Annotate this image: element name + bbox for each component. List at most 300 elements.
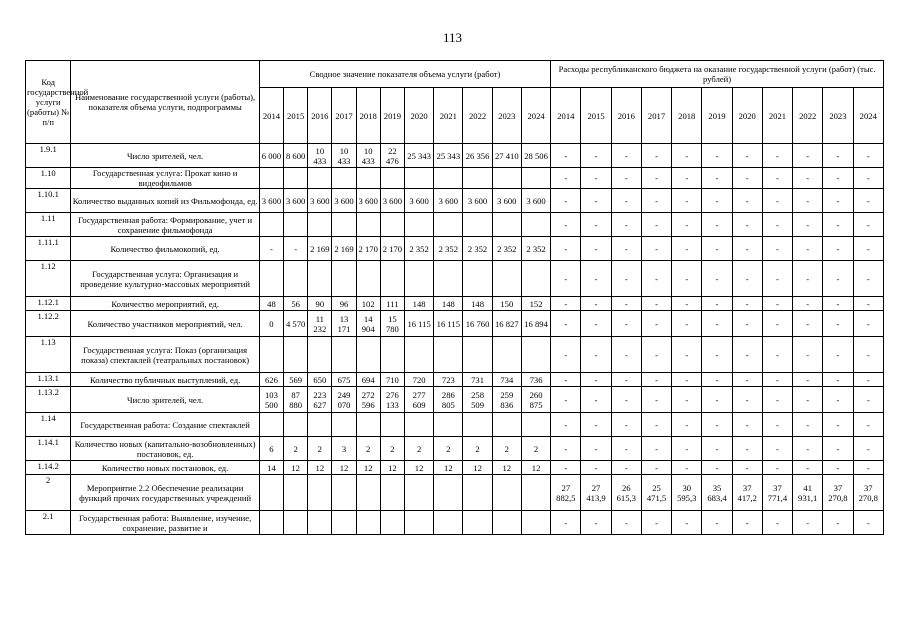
expense-value-cell: - — [672, 297, 702, 311]
expense-value-cell: - — [641, 189, 671, 213]
expense-value-cell: - — [793, 413, 823, 437]
volume-value-cell — [356, 213, 380, 237]
volume-value-cell — [380, 475, 404, 511]
expense-value-cell: - — [762, 213, 792, 237]
volume-value-cell — [380, 213, 404, 237]
table-row — [26, 189, 884, 213]
volume-value-cell — [521, 168, 550, 189]
volume-value-cell: 16 827 — [492, 311, 521, 337]
expense-value-cell: - — [611, 437, 641, 461]
expense-value-cell: - — [823, 297, 853, 311]
expense-value-cell: - — [581, 168, 611, 189]
expense-value-cell: - — [853, 337, 883, 373]
volume-value-cell — [404, 511, 433, 535]
expense-value-cell: - — [823, 387, 853, 413]
volume-value-cell: 22 476 — [380, 144, 404, 168]
volume-value-cell — [356, 261, 380, 297]
expense-value-cell: - — [702, 413, 732, 437]
volume-value-cell: 12 — [492, 461, 521, 475]
expense-value-cell: - — [672, 311, 702, 337]
expense-value-cell: - — [641, 461, 671, 475]
expense-value-cell: - — [702, 189, 732, 213]
row-code: 1.9.1 — [26, 144, 71, 168]
volume-value-cell: 148 — [404, 297, 433, 311]
volume-value-cell — [404, 213, 433, 237]
expense-value-cell: - — [853, 387, 883, 413]
volume-value-cell: 12 — [463, 461, 492, 475]
volume-value-cell: 3 600 — [463, 189, 492, 213]
expense-value-cell: 41 931,1 — [793, 475, 823, 511]
expense-value-cell: - — [641, 213, 671, 237]
volume-value-cell — [380, 261, 404, 297]
expense-value-cell: - — [581, 237, 611, 261]
volume-value-cell — [308, 168, 332, 189]
expense-year-header: 2020 — [732, 88, 762, 144]
expense-value-cell: - — [581, 144, 611, 168]
volume-year-header: 2014 — [259, 88, 283, 144]
expense-value-cell: - — [551, 213, 581, 237]
row-name: Государственная работа: Выявление, изучение, сохранение, развитие и — [71, 511, 260, 535]
volume-value-cell — [404, 475, 433, 511]
volume-value-cell: 12 — [404, 461, 433, 475]
expense-value-cell: - — [611, 413, 641, 437]
expense-value-cell: - — [793, 387, 823, 413]
volume-value-cell — [332, 475, 356, 511]
expense-value-cell: - — [793, 189, 823, 213]
expense-value-cell: - — [823, 168, 853, 189]
expense-value-cell: - — [581, 387, 611, 413]
volume-value-cell: 3 600 — [259, 189, 283, 213]
row-name: Количество новых постановок, ед. — [71, 461, 260, 475]
row-name: Количество мероприятий, ед. — [71, 297, 260, 311]
expense-value-cell: - — [793, 511, 823, 535]
volume-year-header: 2018 — [356, 88, 380, 144]
volume-value-cell — [404, 337, 433, 373]
expense-value-cell: - — [611, 461, 641, 475]
volume-value-cell: 152 — [521, 297, 550, 311]
volume-value-cell: 14 — [259, 461, 283, 475]
table-row — [26, 237, 884, 261]
expense-value-cell: - — [732, 413, 762, 437]
expense-value-cell: - — [641, 144, 671, 168]
expense-value-cell: - — [551, 413, 581, 437]
expense-value-cell: - — [823, 413, 853, 437]
row-code: 1.12.2 — [26, 311, 71, 337]
volume-value-cell — [259, 337, 283, 373]
expense-value-cell: - — [551, 237, 581, 261]
expense-value-cell: - — [581, 261, 611, 297]
expense-value-cell: 37 417,2 — [732, 475, 762, 511]
volume-group-header: Сводное значение показателя объема услуги (работ) — [259, 61, 550, 88]
table-row — [26, 461, 884, 475]
volume-value-cell — [380, 337, 404, 373]
expense-value-cell: - — [793, 261, 823, 297]
expense-value-cell: - — [853, 168, 883, 189]
volume-value-cell: 2 169 — [308, 237, 332, 261]
volume-value-cell — [259, 168, 283, 189]
volume-value-cell — [332, 337, 356, 373]
expense-value-cell: - — [581, 437, 611, 461]
expense-value-cell: - — [793, 168, 823, 189]
volume-value-cell: 16 115 — [434, 311, 463, 337]
expense-value-cell: - — [581, 337, 611, 373]
expense-value-cell: - — [732, 387, 762, 413]
volume-value-cell: 11 232 — [308, 311, 332, 337]
expense-value-cell: - — [853, 461, 883, 475]
volume-value-cell: 2 352 — [521, 237, 550, 261]
volume-value-cell — [463, 168, 492, 189]
expense-value-cell: - — [823, 437, 853, 461]
volume-value-cell — [332, 413, 356, 437]
volume-value-cell — [284, 475, 308, 511]
expense-value-cell: - — [551, 337, 581, 373]
expense-value-cell: - — [853, 189, 883, 213]
expense-value-cell: - — [672, 189, 702, 213]
volume-value-cell: 569 — [284, 373, 308, 387]
expense-value-cell: - — [823, 311, 853, 337]
volume-value-cell: 736 — [521, 373, 550, 387]
expense-value-cell: - — [793, 311, 823, 337]
volume-year-header: 2016 — [308, 88, 332, 144]
volume-value-cell — [434, 337, 463, 373]
volume-value-cell: 6 — [259, 437, 283, 461]
expense-value-cell: - — [581, 461, 611, 475]
volume-value-cell — [492, 413, 521, 437]
volume-value-cell: 675 — [332, 373, 356, 387]
expense-value-cell: - — [853, 144, 883, 168]
expense-year-header: 2015 — [581, 88, 611, 144]
expense-value-cell: - — [732, 437, 762, 461]
volume-value-cell: 102 — [356, 297, 380, 311]
expense-year-header: 2022 — [793, 88, 823, 144]
volume-value-cell: 710 — [380, 373, 404, 387]
expense-value-cell: - — [551, 144, 581, 168]
expense-value-cell: - — [551, 297, 581, 311]
expense-value-cell: - — [672, 144, 702, 168]
volume-value-cell: 223 627 — [308, 387, 332, 413]
volume-value-cell — [356, 168, 380, 189]
expense-value-cell: - — [672, 437, 702, 461]
volume-value-cell — [380, 413, 404, 437]
row-name: Число зрителей, чел. — [71, 144, 260, 168]
expense-value-cell: 26 615,3 — [611, 475, 641, 511]
expense-value-cell: - — [581, 413, 611, 437]
expense-value-cell: - — [672, 213, 702, 237]
expense-value-cell: - — [551, 189, 581, 213]
expense-value-cell: - — [551, 387, 581, 413]
volume-value-cell: 2 352 — [434, 237, 463, 261]
row-code: 1.12 — [26, 261, 71, 297]
volume-value-cell — [404, 413, 433, 437]
expense-value-cell: - — [581, 297, 611, 311]
table-row — [26, 387, 884, 413]
volume-value-cell: 2 352 — [404, 237, 433, 261]
volume-value-cell — [259, 213, 283, 237]
volume-value-cell: 2 — [380, 437, 404, 461]
volume-value-cell: 694 — [356, 373, 380, 387]
volume-value-cell: 87 880 — [284, 387, 308, 413]
volume-year-header: 2024 — [521, 88, 550, 144]
row-code: 1.11.1 — [26, 237, 71, 261]
expense-value-cell: - — [853, 297, 883, 311]
expense-value-cell: - — [853, 413, 883, 437]
expense-value-cell: - — [672, 413, 702, 437]
volume-value-cell: 3 — [332, 437, 356, 461]
volume-value-cell: 12 — [380, 461, 404, 475]
expense-value-cell: - — [793, 213, 823, 237]
expense-value-cell: - — [702, 144, 732, 168]
row-code: 1.11 — [26, 213, 71, 237]
volume-value-cell — [434, 511, 463, 535]
volume-value-cell: 16 115 — [404, 311, 433, 337]
expense-value-cell: - — [732, 311, 762, 337]
volume-value-cell: 2 — [284, 437, 308, 461]
expense-value-cell: - — [823, 237, 853, 261]
expense-value-cell: - — [641, 261, 671, 297]
expense-value-cell: - — [581, 511, 611, 535]
expense-value-cell: - — [551, 511, 581, 535]
volume-value-cell — [332, 511, 356, 535]
volume-value-cell — [434, 168, 463, 189]
row-code: 1.10 — [26, 168, 71, 189]
volume-value-cell: 12 — [434, 461, 463, 475]
row-name: Количество участников мероприятий, чел. — [71, 311, 260, 337]
table-row — [26, 311, 884, 337]
volume-value-cell — [332, 261, 356, 297]
expense-value-cell: - — [853, 213, 883, 237]
expense-value-cell: - — [702, 387, 732, 413]
volume-value-cell — [380, 168, 404, 189]
volume-value-cell — [434, 475, 463, 511]
volume-value-cell: 3 600 — [332, 189, 356, 213]
volume-value-cell: 2 — [434, 437, 463, 461]
expense-value-cell: - — [793, 461, 823, 475]
volume-value-cell — [492, 213, 521, 237]
expense-value-cell: - — [702, 297, 732, 311]
volume-value-cell: 16 894 — [521, 311, 550, 337]
expense-value-cell: 37 771,4 — [762, 475, 792, 511]
volume-value-cell — [259, 261, 283, 297]
expense-year-header: 2023 — [823, 88, 853, 144]
expense-value-cell: - — [581, 311, 611, 337]
volume-value-cell: 90 — [308, 297, 332, 311]
volume-value-cell: 6 000 — [259, 144, 283, 168]
volume-value-cell: 26 356 — [463, 144, 492, 168]
volume-value-cell: 2 — [521, 437, 550, 461]
expense-value-cell: - — [702, 511, 732, 535]
volume-value-cell: 4 570 — [284, 311, 308, 337]
volume-value-cell: 626 — [259, 373, 283, 387]
expense-year-header: 2021 — [762, 88, 792, 144]
expense-value-cell: - — [823, 144, 853, 168]
volume-value-cell: 260 875 — [521, 387, 550, 413]
volume-value-cell: 111 — [380, 297, 404, 311]
expense-value-cell: - — [581, 213, 611, 237]
volume-value-cell — [308, 261, 332, 297]
row-name: Государственная услуга: Организация и проведение культурно-массовых мероприятий — [71, 261, 260, 297]
name-column-header: Наименование государственной услуги (работы), показателя объема услуги, подпрограммы — [71, 61, 260, 144]
volume-value-cell: 3 600 — [380, 189, 404, 213]
volume-value-cell: 148 — [434, 297, 463, 311]
expense-year-header: 2016 — [611, 88, 641, 144]
row-code: 1.14 — [26, 413, 71, 437]
table-row — [26, 337, 884, 373]
row-name: Число зрителей, чел. — [71, 387, 260, 413]
expense-value-cell: - — [762, 311, 792, 337]
volume-value-cell: 25 343 — [434, 144, 463, 168]
expense-value-cell: - — [611, 511, 641, 535]
expense-value-cell: - — [853, 511, 883, 535]
expense-value-cell: - — [611, 311, 641, 337]
expense-value-cell: - — [823, 373, 853, 387]
expense-value-cell: - — [611, 168, 641, 189]
expense-value-cell: - — [641, 311, 671, 337]
expense-value-cell: - — [823, 213, 853, 237]
expense-value-cell: - — [702, 337, 732, 373]
row-name: Государственная услуга: Показ (организация показа) спектаклей (театральных постановок) — [71, 337, 260, 373]
expense-value-cell: - — [551, 168, 581, 189]
volume-value-cell: 16 760 — [463, 311, 492, 337]
expense-value-cell: - — [611, 387, 641, 413]
volume-value-cell — [284, 413, 308, 437]
expense-value-cell: - — [702, 311, 732, 337]
volume-value-cell: 3 600 — [492, 189, 521, 213]
volume-value-cell — [284, 213, 308, 237]
volume-value-cell: 3 600 — [404, 189, 433, 213]
volume-value-cell — [492, 168, 521, 189]
volume-value-cell: 2 — [404, 437, 433, 461]
volume-year-header: 2022 — [463, 88, 492, 144]
volume-value-cell — [492, 337, 521, 373]
expense-value-cell: - — [762, 297, 792, 311]
expense-year-header: 2018 — [672, 88, 702, 144]
expense-value-cell: - — [702, 213, 732, 237]
expense-value-cell: - — [672, 511, 702, 535]
volume-value-cell — [434, 261, 463, 297]
expense-group-header: Расходы республиканского бюджета на оказание государственной услуги (работ) (тыс. рублей) — [551, 61, 884, 88]
expense-value-cell: - — [793, 337, 823, 373]
table-row — [26, 511, 884, 535]
expense-value-cell: - — [551, 437, 581, 461]
expense-value-cell: - — [853, 237, 883, 261]
expense-value-cell: - — [641, 413, 671, 437]
volume-value-cell: 0 — [259, 311, 283, 337]
volume-value-cell — [521, 261, 550, 297]
expense-value-cell: - — [793, 237, 823, 261]
volume-value-cell: 272 596 — [356, 387, 380, 413]
expense-value-cell: - — [762, 237, 792, 261]
row-code: 1.14.2 — [26, 461, 71, 475]
volume-value-cell — [492, 261, 521, 297]
volume-value-cell — [521, 511, 550, 535]
volume-value-cell: 10 433 — [356, 144, 380, 168]
table-row — [26, 475, 884, 511]
row-name: Количество публичных выступлений, ед. — [71, 373, 260, 387]
expense-value-cell: - — [641, 373, 671, 387]
expense-value-cell: - — [672, 261, 702, 297]
expense-value-cell: - — [551, 461, 581, 475]
volume-value-cell: 2 — [492, 437, 521, 461]
expense-value-cell: - — [672, 237, 702, 261]
volume-value-cell: 650 — [308, 373, 332, 387]
expense-value-cell: - — [672, 168, 702, 189]
expense-value-cell: - — [732, 373, 762, 387]
volume-value-cell — [308, 213, 332, 237]
volume-year-header: 2021 — [434, 88, 463, 144]
volume-value-cell — [380, 511, 404, 535]
volume-value-cell: 12 — [284, 461, 308, 475]
volume-value-cell: - — [284, 237, 308, 261]
volume-value-cell: 3 600 — [356, 189, 380, 213]
expense-value-cell: - — [581, 373, 611, 387]
expense-value-cell: - — [762, 189, 792, 213]
expense-value-cell: - — [611, 297, 641, 311]
expense-value-cell: - — [823, 511, 853, 535]
expense-year-header: 2024 — [853, 88, 883, 144]
row-code: 2.1 — [26, 511, 71, 535]
table-row — [26, 168, 884, 189]
expense-value-cell: - — [732, 237, 762, 261]
volume-year-header: 2019 — [380, 88, 404, 144]
expense-value-cell: 27 413,9 — [581, 475, 611, 511]
volume-value-cell — [259, 511, 283, 535]
page-number: 113 — [442, 30, 463, 45]
expense-year-header: 2014 — [551, 88, 581, 144]
row-code: 1.10.1 — [26, 189, 71, 213]
volume-value-cell: 12 — [356, 461, 380, 475]
expense-value-cell: - — [611, 373, 641, 387]
volume-value-cell: 276 133 — [380, 387, 404, 413]
volume-value-cell — [259, 475, 283, 511]
expense-value-cell: 37 270,8 — [853, 475, 883, 511]
volume-value-cell: 2 169 — [332, 237, 356, 261]
volume-value-cell: 723 — [434, 373, 463, 387]
volume-value-cell: 15 780 — [380, 311, 404, 337]
expense-value-cell: - — [672, 373, 702, 387]
expense-value-cell: - — [702, 437, 732, 461]
volume-value-cell: 258 509 — [463, 387, 492, 413]
row-code: 1.14.1 — [26, 437, 71, 461]
expense-value-cell: - — [551, 311, 581, 337]
expense-value-cell: - — [793, 373, 823, 387]
table-row — [26, 261, 884, 297]
expense-value-cell: - — [641, 237, 671, 261]
row-name: Количество фильмокопий, ед. — [71, 237, 260, 261]
expense-value-cell: - — [672, 461, 702, 475]
expense-value-cell: - — [611, 261, 641, 297]
expense-value-cell: - — [641, 337, 671, 373]
volume-value-cell: 3 600 — [521, 189, 550, 213]
expense-value-cell: - — [581, 189, 611, 213]
expense-value-cell: - — [793, 437, 823, 461]
expense-value-cell: - — [732, 261, 762, 297]
expense-value-cell: - — [611, 213, 641, 237]
volume-value-cell: 3 600 — [284, 189, 308, 213]
table-row — [26, 373, 884, 387]
volume-value-cell: 734 — [492, 373, 521, 387]
volume-value-cell: 150 — [492, 297, 521, 311]
volume-value-cell: 2 352 — [492, 237, 521, 261]
volume-value-cell — [434, 213, 463, 237]
row-name: Мероприятие 2.2 Обеспечение реализации функций прочих государственных учреждений — [71, 475, 260, 511]
volume-value-cell — [492, 511, 521, 535]
expense-value-cell: - — [551, 261, 581, 297]
expense-value-cell: - — [672, 337, 702, 373]
volume-value-cell — [308, 511, 332, 535]
volume-value-cell — [463, 475, 492, 511]
expense-value-cell: - — [823, 261, 853, 297]
expense-value-cell: - — [551, 373, 581, 387]
